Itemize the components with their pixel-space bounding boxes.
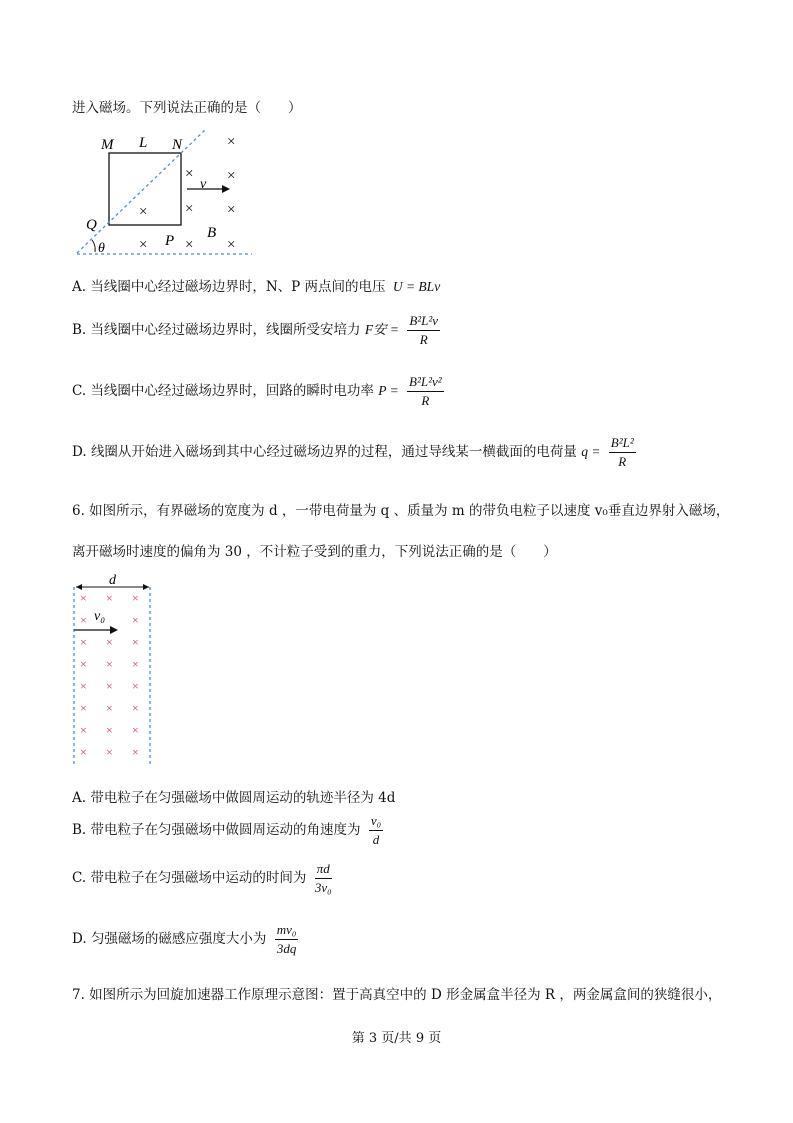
formula-lhs: q = — [581, 444, 601, 459]
field-cross: × — [80, 701, 87, 715]
denominator: R — [618, 454, 627, 469]
numerator: v₀ — [369, 813, 383, 831]
q5-option-c — [72, 374, 444, 409]
field-cross: × — [80, 745, 87, 759]
label-B: B — [207, 225, 217, 241]
field-cross: × — [185, 166, 194, 182]
field-cross: × — [227, 202, 236, 218]
q7-stem-line1: 7. 如图所示为回旋加速器工作原理示意图：置于高真空中的 D 形金属盒半径为 R ，两金属盒间的狭缝很小， — [72, 987, 722, 1003]
label-v: v — [200, 177, 207, 192]
field-cross: × — [106, 591, 113, 605]
q5-intro: 进入磁场。下列说法正确的是（ ） — [72, 100, 302, 116]
option-label: D. — [72, 444, 87, 460]
field-cross: × — [185, 237, 194, 253]
field-cross: × — [80, 679, 87, 693]
field-cross: × — [227, 168, 236, 184]
label-L: L — [139, 135, 148, 151]
field-cross: × — [80, 723, 87, 737]
option-label: B. — [72, 322, 87, 338]
field-cross: × — [106, 657, 113, 671]
formula-lhs: F安 = — [364, 322, 400, 337]
denominator: R — [421, 393, 430, 408]
field-cross: × — [132, 723, 139, 737]
numerator: B²L² — [609, 435, 636, 453]
q6-option-d — [72, 922, 298, 957]
formula: U = BLv — [392, 279, 441, 294]
denominator: 3dq — [276, 941, 297, 956]
field-cross: × — [106, 701, 113, 715]
label-M: M — [101, 137, 114, 153]
field-cross: × — [132, 679, 139, 693]
option-label: C. — [72, 870, 87, 886]
q6-option-c — [72, 861, 332, 896]
numerator: πd — [315, 861, 332, 879]
q5-option-d — [72, 435, 636, 470]
option-label: B. — [72, 822, 87, 838]
option-label: A. — [72, 790, 87, 806]
denominator: 3v₀ — [314, 880, 332, 895]
option-text: 带电粒子在匀强磁场中做圆周运动的角速度为 — [90, 822, 361, 838]
option-text: 带电粒子在匀强磁场中运动的时间为 — [90, 870, 307, 886]
q6-option-b — [72, 813, 383, 848]
field-cross: × — [80, 657, 87, 671]
option-label: A. — [72, 279, 87, 295]
numerator: B²L²v — [407, 313, 440, 331]
label-theta: θ — [98, 241, 105, 256]
field-cross: × — [132, 591, 139, 605]
fraction — [315, 861, 332, 896]
option-text: 带电粒子在匀强磁场中做圆周运动的轨迹半径为 4d — [90, 790, 396, 806]
field-cross: × — [80, 591, 87, 605]
q6-option-a — [72, 786, 395, 806]
field-cross: × — [227, 134, 236, 150]
field-cross: × — [80, 635, 87, 649]
q5-figure — [72, 125, 262, 260]
field-cross: × — [132, 657, 139, 671]
field-cross: × — [132, 745, 139, 759]
field-cross: × — [106, 635, 113, 649]
field-cross: × — [80, 613, 87, 627]
q6-stem-line2: 离开磁场时速度的偏角为 30 ，不计粒子受到的重力，下列说法正确的是（ ） — [72, 544, 557, 560]
numerator: mv₀ — [275, 922, 299, 940]
q5-option-a — [72, 275, 440, 295]
label-Q: Q — [86, 217, 97, 233]
option-text: 当线圈中心经过磁场边界时，线圈所受安培力 — [90, 322, 361, 338]
field-cross: × — [106, 745, 113, 759]
field-cross: × — [139, 204, 148, 220]
field-cross: × — [132, 635, 139, 649]
label-d: d — [109, 573, 116, 588]
fraction — [609, 435, 636, 470]
option-text: 当线圈中心经过磁场边界时，回路的瞬时电功率 — [90, 383, 374, 399]
q6-figure — [66, 570, 161, 770]
field-cross: × — [132, 701, 139, 715]
label-v0: v₀ — [94, 609, 106, 624]
option-text: 匀强磁场的磁感应强度大小为 — [90, 931, 267, 947]
field-crosses-6 — [80, 591, 139, 759]
q6-stem-line1: 6. 如图所示，有界磁场的宽度为 d ，一带电荷量为 q 、质量为 m 的带负电粒子以速度 v₀垂直边界射入磁场， — [72, 503, 730, 519]
field-cross: × — [139, 237, 148, 253]
denominator: R — [419, 332, 428, 347]
page-footer: 第 3 页/共 9 页 — [351, 1031, 442, 1046]
field-cross: × — [106, 679, 113, 693]
field-crosses-5 — [139, 134, 235, 253]
denominator: d — [372, 832, 380, 847]
fraction — [407, 313, 440, 348]
option-label: D. — [72, 931, 87, 947]
fraction — [275, 922, 299, 957]
fraction — [369, 813, 383, 848]
q5-option-b — [72, 313, 440, 348]
field-cross: × — [106, 723, 113, 737]
option-text: 线圈从开始进入磁场到其中心经过磁场边界的过程，通过导线某一横截面的电荷量 — [90, 444, 577, 460]
label-P: P — [165, 233, 175, 249]
fraction — [407, 374, 444, 409]
numerator: B²L²v² — [407, 374, 444, 392]
field-cross: × — [227, 237, 236, 253]
field-cross: × — [132, 613, 139, 627]
field-cross: × — [185, 201, 194, 217]
option-label: C. — [72, 383, 87, 399]
formula-lhs: P = — [378, 383, 399, 398]
option-text: 当线圈中心经过磁场边界时，N、P 两点间的电压 — [90, 279, 386, 295]
label-N: N — [172, 137, 183, 153]
